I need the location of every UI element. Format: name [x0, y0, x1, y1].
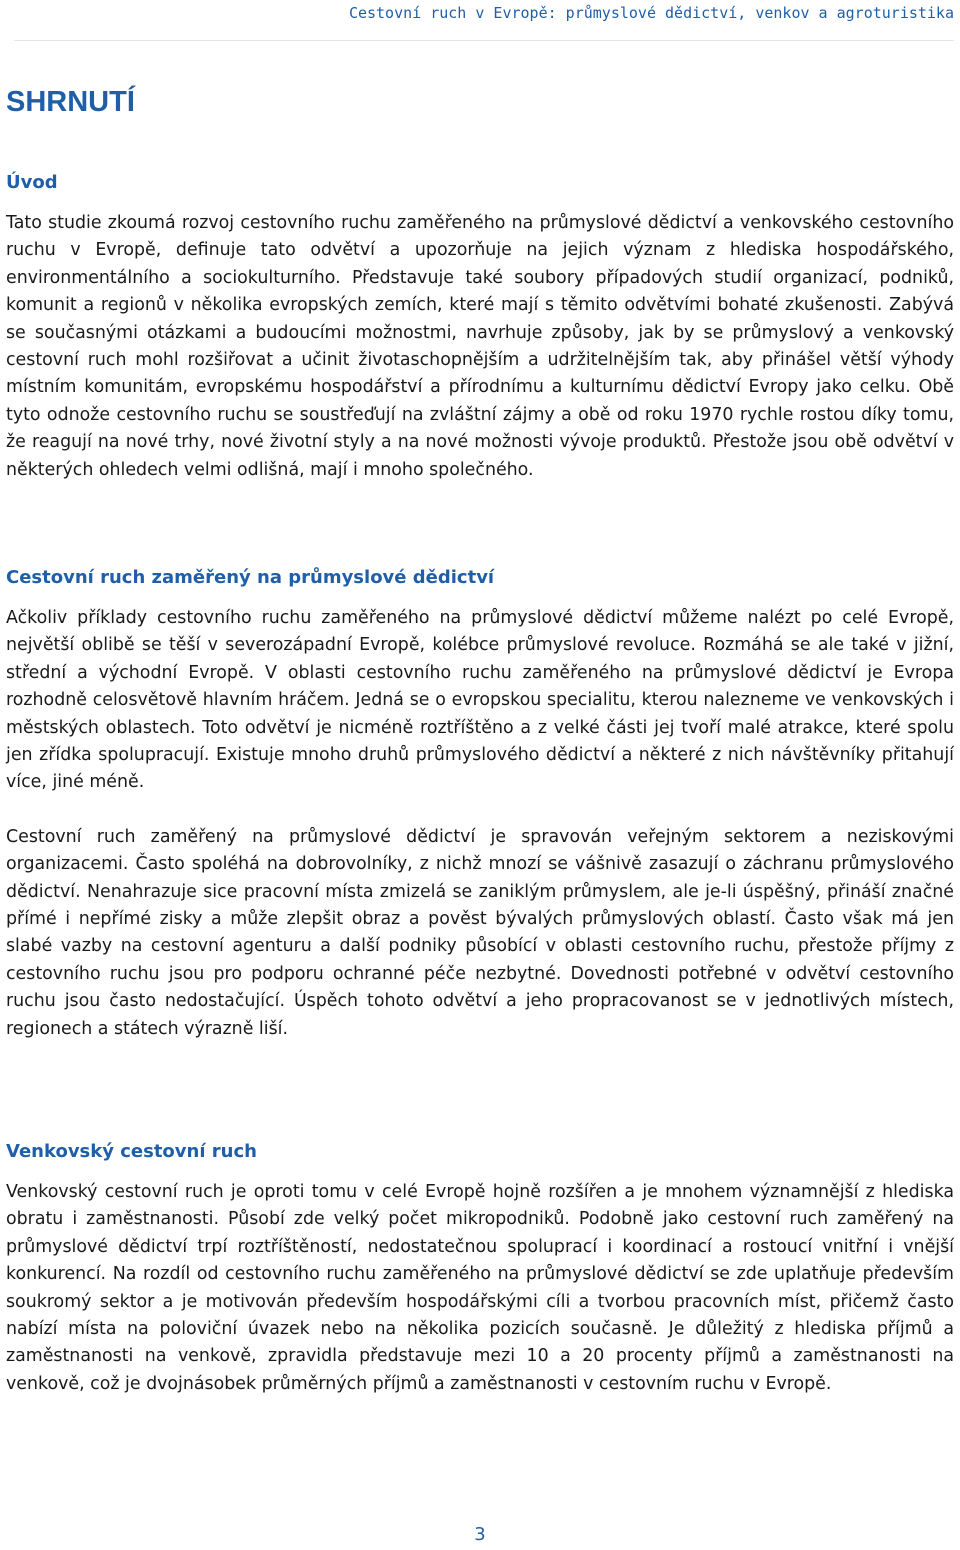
- paragraph-industrial-heritage-2: Cestovní ruch zaměřený na průmyslové dědictví je spravován veřejným sektorem a neziskovými organizacemi. Často spoléhá na dobrovolníky, z nichž mnozí se vášnivě zasazují o záchranu průmyslového dědictví. Nenahrazuje sice pracovní místa zmizelá se zaniklým průmyslem, ale je-li úspěšný, přináší značné přímé i nepřímé zisky a může zlepšit obraz a pověst bývalých průmyslových oblastí. Často však má jen slabé vazby na cestovní agenturu a další podniky působící v oblasti cestovního ruchu, přestože příjmy z cestovního ruchu jsou pro podporu ochranné péče nezbytné. Dovednosti potřebné v odvětví cestovního ruchu jsou často nedostačující. Úspěch tohoto odvětví a jeho propracovanost se v jednotlivých místech, regionech a státech výrazně liší.: [6, 826, 954, 1039]
- section-industrial-heritage: [6, 567, 954, 1043]
- section-heading-industrial-heritage: Cestovní ruch zaměřený na průmyslové dědictví: [6, 567, 495, 588]
- paragraph-rural-tourism: Venkovský cestovní ruch je oproti tomu v celé Evropě hojně rozšířen a je mnohem významnější z hlediska obratu i zaměstnanosti. Působí zde velký počet mikropodniků. Podobně jako cestovní ruch zaměřený na průmyslové dědictví trpí roztříštěností, nedostatečnou spoluprací i koordinací a rostoucí vnitřní i vnější konkurencí. Na rozdíl od cestovního ruchu zaměřeného na průmyslové dědictví se zde uplatňuje především soukromý sektor a je motivován především hospodářskými cíli a tvorbou pracovních míst, přičemž často nabízí místa na poloviční úvazek nebo na několika pozicích současně. Je důležitý z hlediska příjmů a zaměstnanosti na venkově, zpravidla představuje mezi 10 a 20 procenty příjmů a zaměstnanosti na venkově, což je dvojnásobek průměrných příjmů a zaměstnanosti v cestovním ruchu v Evropě.: [6, 1182, 954, 1394]
- section-heading-rural-tourism: Venkovský cestovní ruch: [6, 1141, 257, 1162]
- paragraph-uvod: Tato studie zkoumá rozvoj cestovního ruchu zaměřeného na průmyslové dědictví a venkovského cestovního ruchu v Evropě, definuje tato odvětví a upozorňuje na jejich význam z hlediska hospodářského, environmentálního a sociokulturního. Představuje také soubory případových studií organizací, podniků, komunit a regionů v několika evropských zemích, které mají s těmito odvětvími bohaté zkušenosti. Zabývá se současnými otázkami a budoucími možnostmi, navrhuje způsoby, jak by se průmyslový a venkovský cestovní ruch mohl rozšiřovat a učinit životaschopnějším a udržitelnějším tak, aby přinášel větší výhody místním komunitám, evropskému hospodářství a přírodnímu a kulturnímu dědictví Evropy jako celku. Obě tyto odnože cestovního ruchu se soustřeďují na zvláštní zájmy a obě od roku 1970 rychle rostou díky tomu, že reagují na nové trhy, nové životní styly a na nové možnosti vývoje produktů. Přestože jsou obě odvětví v některých ohledech velmi odlišná, mají i mnoho společného.: [6, 213, 954, 480]
- paragraph-industrial-heritage-1: Ačkoliv příklady cestovního ruchu zaměřeného na průmyslové dědictví můžeme nalézt po celé Evropě, největší oblibě se těší v severozápadní Evropě, kolébce průmyslové revoluce. Rozmáhá se ale také v jižní, střední a východní Evropě. V oblasti cestovního ruchu zaměřeného na průmyslové dědictví je Evropa rozhodně celosvětově hlavním hráčem. Jedná se o evropskou specialitu, kterou nalezneme ve venkovských i městských oblastech. Toto odvětví je nicméně roztříštěno a z velké části jej tvoří malé atrakce, které spolu jen zřídka spolupracují. Existuje mnoho druhů průmyslového dědictví a některé z nich návštěvníky přitahují více, jiné méně.: [6, 608, 954, 793]
- section-rural-tourism: [6, 1141, 954, 1398]
- header-divider: [14, 40, 954, 41]
- section-uvod: [6, 172, 954, 484]
- running-header: Cestovní ruch v Evropě: průmyslové dědictví, venkov a agroturistika: [348, 4, 954, 22]
- section-heading-uvod: Úvod: [6, 172, 58, 193]
- page-number: 3: [474, 1524, 486, 1545]
- page-title: SHRNUTÍ: [6, 86, 135, 118]
